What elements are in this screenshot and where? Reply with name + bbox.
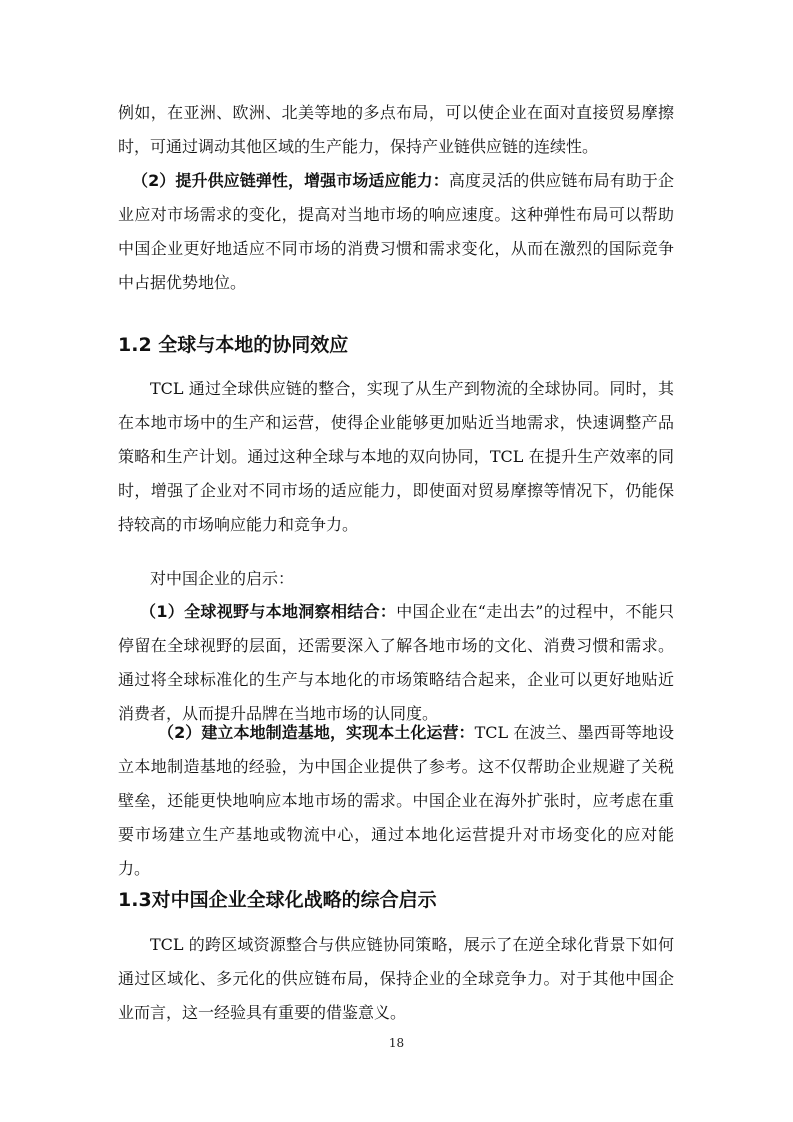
paragraph-continuation bbox=[118, 96, 674, 164]
paragraph-text: 高度灵活的供应链布局有助于企业应对市场需求的变化，提高对当地市场的响应速度。这种弹性布局可以帮助中国企业更好地适应不同市场的消费习惯和需求变化，从而在激烈的国际竞争中占据优势地位。 bbox=[118, 171, 674, 292]
paragraph-text: TCL 在波兰、墨西哥等地设立本地制造基地的经验，为中国企业提供了参考。这不仅帮助企业规避了关税壁垒，还能更快地响应本地市场的需求。中国企业在海外扩张时，应考虑在重要市场建立生产基地或物流中心，通过本地化运营提升对市场变化的应对能力。 bbox=[118, 723, 674, 878]
paragraph-local-manufacturing bbox=[118, 716, 674, 886]
paragraph-text: 中国企业在“走出去”的过程中，不能只停留在全球视野的层面，还需要深入了解各地市场的文化、消费习惯和需求。通过将全球标准化的生产与本地化的市场策略结合起来，企业可以更好地贴近消费者，从而提升品牌在当地市场的认同度。 bbox=[118, 602, 674, 723]
section-heading-1-2: 1.2 全球与本地的协同效应 bbox=[118, 334, 349, 356]
paragraph-text: TCL 通过全球供应链的整合，实现了从生产到物流的全球协同。同时，其在本地市场中的生产和运营，使得企业能够更加贴近当地需求，快速调整产品策略和生产计划。通过这种全球与本地的双向协同，TCL 在提升生产效率的同时，增强了企业对不同市场的适应能力，即使面对贸易摩擦等情况下，仍能保持较高的市场响应能力和竞争力。 bbox=[118, 379, 674, 534]
paragraph-text: TCL 的跨区域资源整合与供应链协同策略，展示了在逆全球化背景下如何通过区域化、多元化的供应链布局，保持企业的全球竞争力。对于其他中国企业而言，这一经验具有重要的借鉴意义。 bbox=[118, 935, 674, 1022]
paragraph-lead: （2）建立本地制造基地，实现本土化运营： bbox=[158, 723, 475, 742]
paragraph-tcl-synergy bbox=[118, 372, 674, 542]
section-heading-1-3: 1.3对中国企业全球化战略的综合启示 bbox=[118, 889, 437, 911]
page-number: 18 bbox=[388, 1036, 405, 1050]
paragraph-supply-chain-elasticity bbox=[118, 164, 674, 300]
paragraph-text: 例如，在亚洲、欧洲、北美等地的多点布局，可以使企业在面对直接贸易摩擦时，可通过调动其他区域的生产能力，保持产业链供应链的连续性。 bbox=[118, 103, 674, 156]
paragraph-lead: （2）提升供应链弹性，增强市场适应能力： bbox=[132, 171, 449, 190]
paragraph-global-local bbox=[118, 595, 674, 731]
paragraph-summary bbox=[118, 928, 674, 1030]
subheading-implications: 对中国企业的启示： bbox=[150, 569, 295, 588]
paragraph-lead: （1）全球视野与本地洞察相结合： bbox=[140, 602, 397, 621]
